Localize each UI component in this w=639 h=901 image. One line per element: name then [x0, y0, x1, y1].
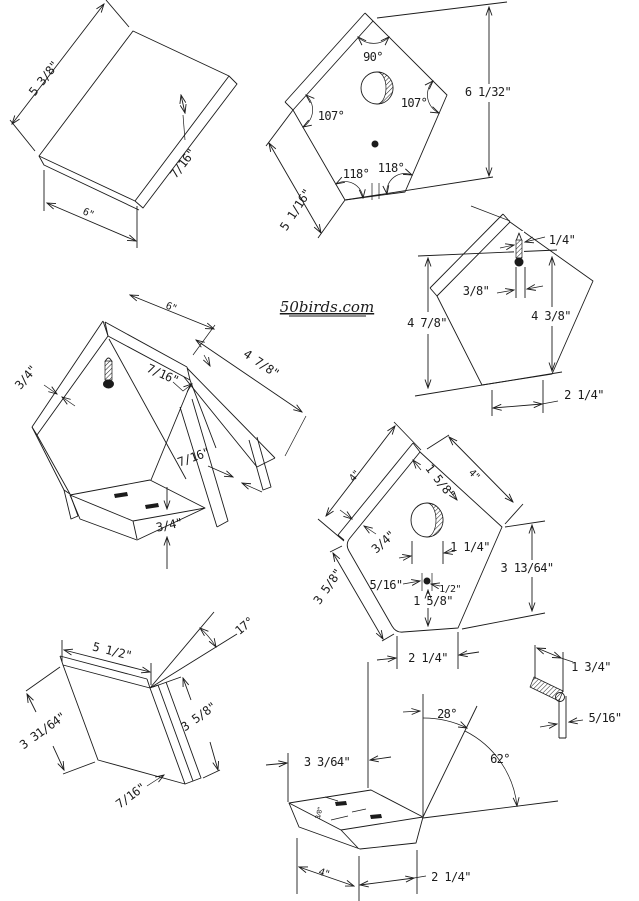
side-panel-drawing	[26, 612, 237, 786]
entrance-hole	[377, 72, 393, 104]
front-edge-label: 5 1/16"	[277, 186, 315, 234]
angle-bottom-left-label: 118°	[342, 167, 370, 181]
assembly-side-thickness-label: 7/16"	[175, 444, 212, 470]
side-front-height-label: 4 7/8"	[407, 316, 447, 330]
side-bottom-label: 2 1/4"	[564, 388, 604, 402]
roof-panel-drawing	[10, 0, 237, 248]
floor-slot	[145, 503, 159, 509]
angle-left-label: 107°	[317, 109, 345, 123]
assembly-back-thickness-label: 3/4"	[12, 362, 40, 393]
hole-diameter-label: 1 1/4"	[450, 540, 490, 554]
floor-slot	[114, 492, 128, 498]
perch-dowel	[530, 677, 563, 701]
bevel-angle-label: 17°	[232, 614, 257, 638]
half-label: 1/2"	[439, 584, 461, 595]
screw-dim-label: 1/4"	[548, 233, 576, 247]
floor-length-label: 4"	[316, 866, 331, 881]
screw-hole	[372, 141, 379, 148]
floor-angle-bevel-label: 62°	[490, 752, 510, 766]
assembly-roof-thickness-label: 7/16"	[144, 361, 181, 388]
panel-bottom-label: 2 1/4"	[408, 651, 448, 665]
floor-width-label: 2 1/4"	[431, 870, 471, 884]
panel-thickness-label: 3/4"	[368, 527, 398, 557]
side-right-label: 3 5/8"	[178, 699, 219, 735]
edge-left-label: 4"	[347, 468, 363, 485]
floor-hole	[370, 814, 382, 819]
perch-drawing	[530, 645, 583, 738]
assembly-floor-thickness-label: 3/4"	[154, 515, 184, 535]
side-thickness-label: 7/16"	[113, 780, 149, 812]
back-screw	[105, 361, 112, 380]
front-height-label: 6 1/32"	[464, 85, 512, 99]
lower-edge-label: 3 5/8"	[310, 566, 345, 608]
perch-screw	[424, 578, 431, 585]
screw-offset-label: 3/8"	[462, 284, 490, 298]
perch-length-label: 1 3/4"	[571, 660, 611, 674]
side-left-label: 3 31/64"	[17, 709, 69, 753]
roof-length-label: 5 3/8"	[26, 58, 62, 99]
side-top-label: 5 1/2"	[90, 639, 133, 663]
floor-hole	[335, 801, 347, 806]
assembly-roof-length-label: 6"	[163, 300, 179, 315]
floor-angle-vertical-label: 28°	[437, 707, 457, 721]
peak-to-hole-label: 1 5/8"	[422, 461, 458, 502]
edge-right-label: 4"	[466, 467, 482, 483]
roof-thickness-label: 7/16"	[167, 146, 199, 181]
floor-top-label: 3 3/64"	[303, 755, 351, 769]
assembly-roof-width-label: 4 7/8"	[240, 346, 282, 381]
mount-screw	[516, 240, 522, 258]
floor-hole-offset-label: 3/8"	[313, 806, 325, 821]
watermark-link[interactable]: 50birds.com	[279, 298, 375, 316]
entrance-hole	[427, 503, 443, 537]
back-height-label: 3 13/64"	[500, 561, 554, 575]
angle-bottom-right-label: 118°	[377, 161, 405, 175]
front-panel-drawing	[318, 422, 545, 669]
floor-drawing	[266, 662, 558, 901]
roof-width-label: 6"	[80, 206, 96, 221]
hole-to-bottom-label: 1 5/8"	[413, 594, 453, 608]
perch-offset-label: 5/16"	[369, 578, 403, 592]
perch-diameter-label: 5/16"	[588, 711, 622, 725]
side-back-height-label: 4 3/8"	[531, 309, 571, 323]
angle-right-label: 107°	[400, 96, 428, 110]
angle-top-label: 90°	[363, 50, 383, 64]
